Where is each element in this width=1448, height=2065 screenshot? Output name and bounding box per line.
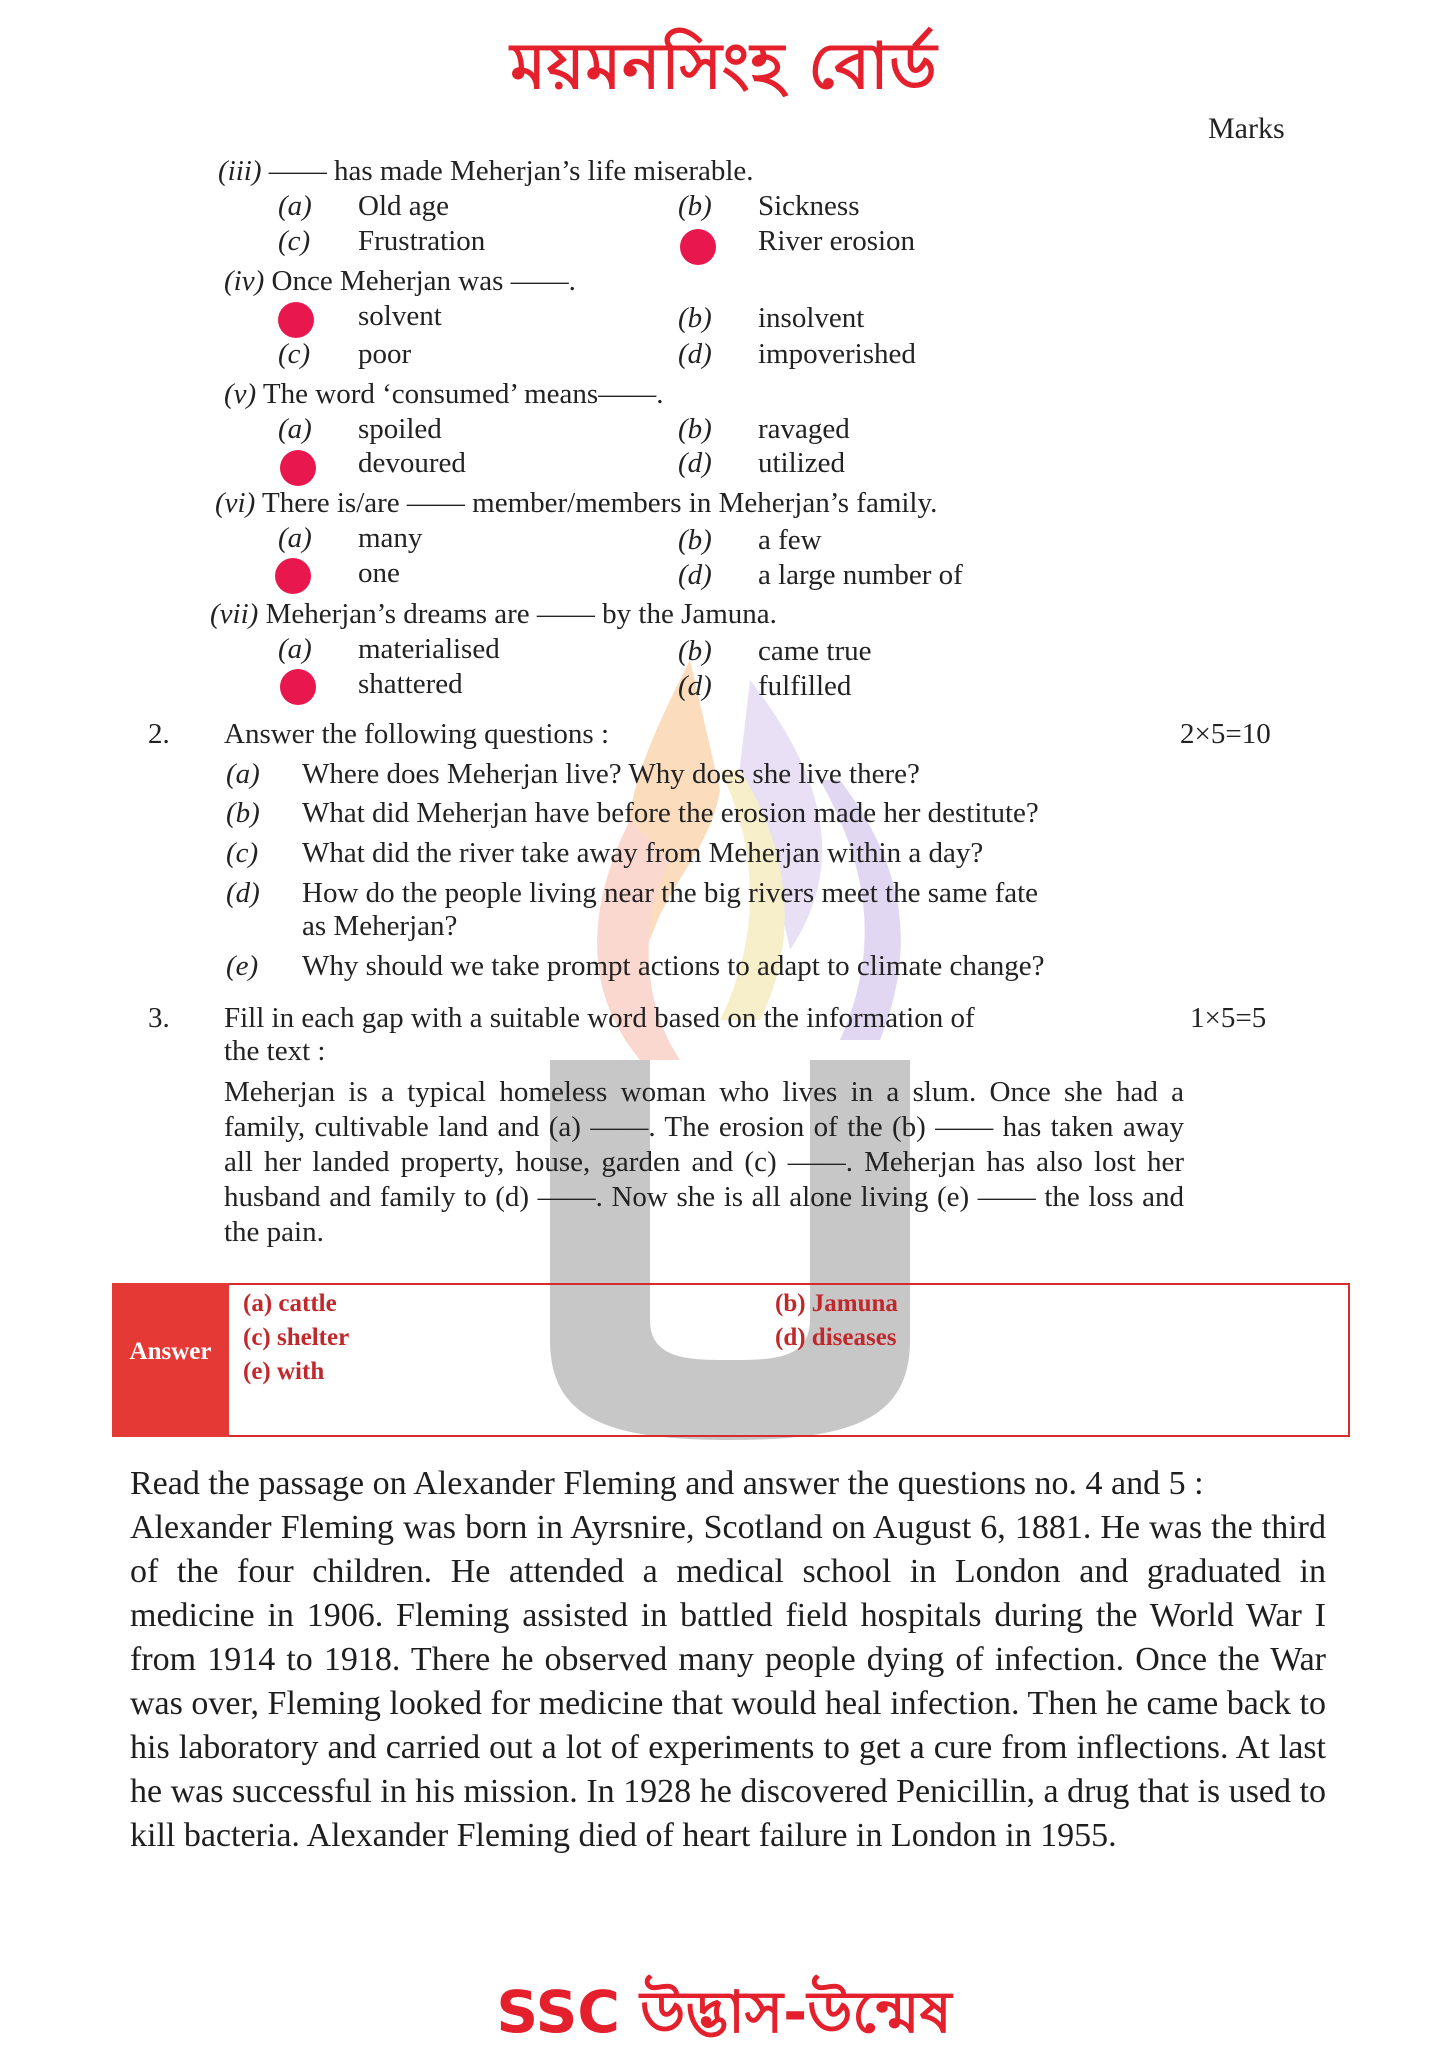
passage-intro: Read the passage on Alexander Fleming and answer the questions no. 4 and 5 : [130, 1465, 1204, 1502]
mcq-option: (c) Frustration [278, 225, 486, 257]
mcq-option: (d) fulfilled [678, 670, 852, 702]
sub-question: (b) What did Meherjan have before the erosion made her destitute? [226, 797, 1039, 829]
sub-question-continued: as Meherjan? [302, 910, 458, 942]
question-marks: 1×5=5 [1190, 1002, 1267, 1034]
answer-c: (c) shelter [243, 1324, 350, 1351]
mcq-option: (b) ravaged [678, 413, 850, 445]
answer-mark-dot [275, 558, 311, 594]
mcq-option: (b) insolvent [678, 302, 865, 334]
mcq-option: (b) Sickness [678, 190, 860, 222]
question-marks: 2×5=10 [1180, 718, 1271, 750]
mcq-question [218, 155, 754, 188]
mcq-option-correct: solvent [358, 300, 442, 332]
mcq-option: (a) spoiled [278, 413, 442, 445]
mcq-option: (a) many [278, 522, 423, 554]
answer-b: (b) Jamuna [775, 1290, 898, 1317]
mcq-question: (iv) Once Meherjan was ——. [224, 265, 576, 297]
answer-label: Answer [129, 1338, 212, 1365]
mcq-stem: —— has made Meherjan’s life miserable. [268, 155, 754, 187]
mcq-option: (b) a few [678, 524, 822, 556]
reading-passage [130, 1462, 1326, 1858]
answer-a: (a) cattle [243, 1290, 337, 1317]
mcq-option: (b) came true [678, 635, 872, 667]
mcq-option: (c) poor [278, 338, 412, 370]
gap-fill-passage: Meherjan is a typical homeless woman who lives in a slum. Once she had a family, cultivable land and (a) ——. The erosion of the (b) —— has taken away all her landed property, house, garden and (c) ——. Meherjan has also lost her husband and family to (d) ——. Now she is all alone living (e) —— the loss and the pain. [224, 1076, 1184, 1248]
answer-mark-dot [680, 229, 716, 265]
mcq-option: (d) a large number of [678, 559, 963, 591]
mcq-option-correct: River erosion [758, 225, 916, 257]
mcq-question: (vii) Meherjan’s dreams are —— by the Jamuna. [210, 598, 777, 630]
footer-title: SSC উদ্ভাস-উন্মেষ [496, 1978, 952, 2046]
mcq-option: (d) utilized [678, 447, 845, 479]
question-title: Fill in each gap with a suitable word based on the information of the text : [224, 1002, 975, 1067]
question-number: 2. [148, 718, 170, 750]
mcq-option-correct: one [358, 557, 400, 589]
mcq-question: (vi) There is/are —— member/members in Meherjan’s family. [215, 487, 938, 519]
sub-question: (e) Why should we take prompt actions to adapt to climate change? [226, 950, 1045, 982]
question-number: 3. [148, 1002, 170, 1034]
mcq-number: (iii) [218, 155, 262, 187]
mcq-option: (d) impoverished [678, 338, 916, 370]
mcq-option: (a) Old age [278, 190, 449, 222]
question-title: Answer the following questions : [224, 718, 610, 750]
passage-body: Alexander Fleming was born in Ayrsnire, Scotland on August 6, 1881. He was the third of the four children. He attended a medical school in London and graduated in medicine in 1906. Fleming assisted in battled field hospitals during the World War I from 1914 to 1918. There he observed many people dying of infection. Once the War was over, Fleming looked for medicine that would heal infection. Then he came back to his laboratory and carried out a lot of experiments to get a cure from inflections. At last he was successful in his mission. In 1928 he discovered Penicillin, a drug that is used to kill bacteria. Alexander Fleming died of heart failure in London in 1955. [130, 1509, 1326, 1854]
marks-label: Marks [1208, 112, 1285, 145]
mcq-option-correct: devoured [358, 447, 466, 479]
board-title: ময়মনসিংহ বোর্ড [510, 30, 938, 104]
answer-e: (e) with [243, 1358, 325, 1385]
answer-mark-dot [280, 669, 316, 705]
sub-question: (c) What did the river take away from Meherjan within a day? [226, 837, 984, 869]
mcq-option-correct: shattered [358, 668, 463, 700]
mcq-option: (a) materialised [278, 633, 500, 665]
answer-d: (d) diseases [775, 1324, 897, 1351]
sub-question: (a) Where does Meherjan live? Why does she live there? [226, 758, 920, 790]
answer-mark-dot [278, 302, 314, 338]
answer-mark-dot [280, 450, 316, 486]
sub-question: (d) How do the people living near the big rivers meet the same fate [226, 877, 1039, 909]
mcq-question: (v) The word ‘consumed’ means——. [224, 378, 664, 410]
